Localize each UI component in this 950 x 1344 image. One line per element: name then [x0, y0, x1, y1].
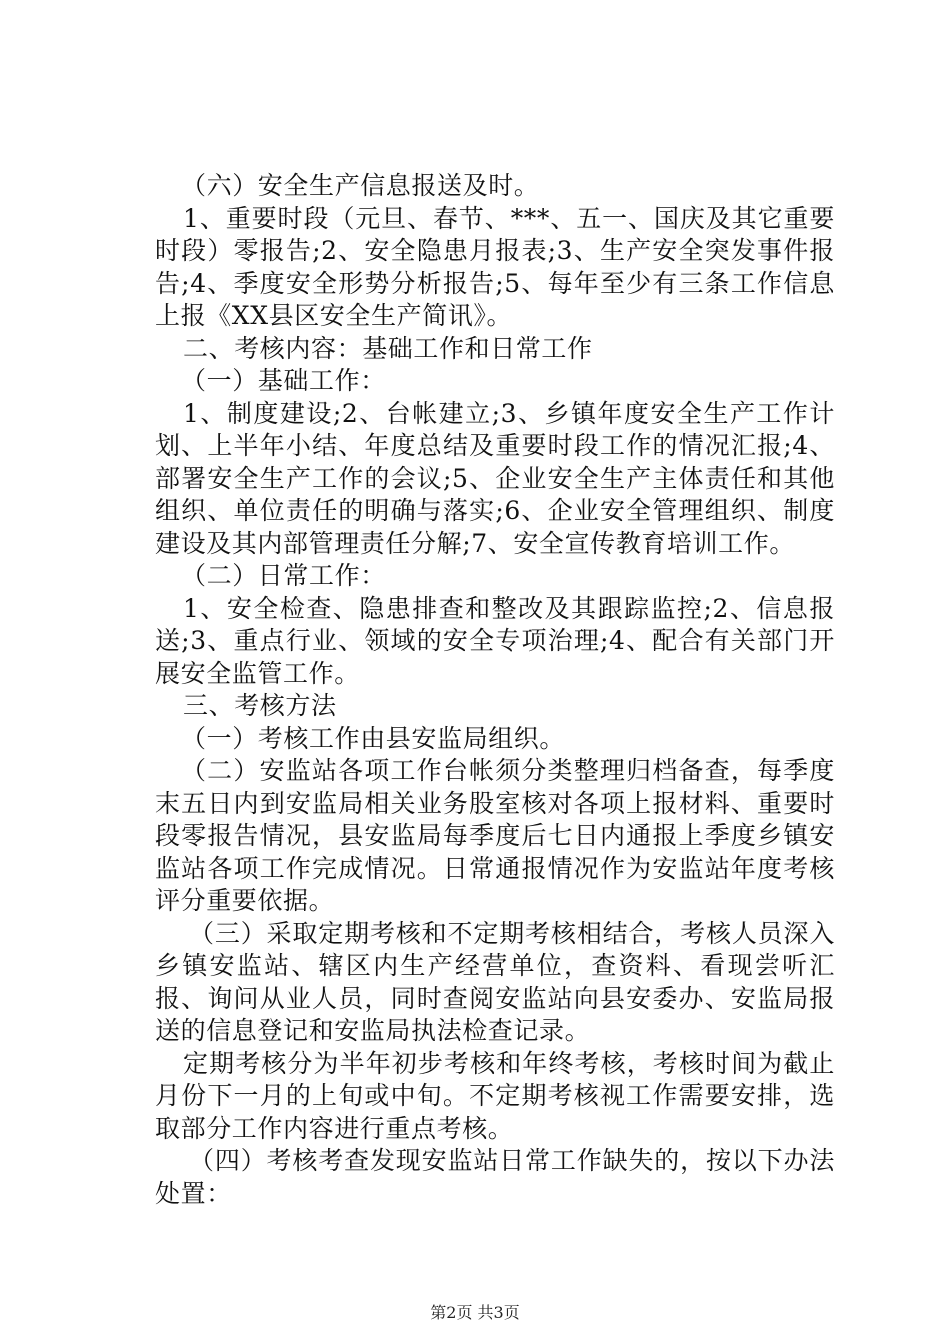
paragraph-info-report-items: 1、重要时段（元旦、春节、***、五一、国庆及其它重要时段）零报告;2、安全隐患月报表;3、生产安全突发事件报告;4、季度安全形势分析报告;5、每年至少有三条工作信息上报《XX县区安全生产简讯》。 [155, 203, 835, 330]
document-body [155, 170, 835, 1210]
paragraph-assessment-method-heading: 三、考核方法 [183, 691, 337, 720]
paragraph-basic-work-items: 1、制度建设;2、台帐建立;3、乡镇年度安全生产工作计划、上半年小结、年度总结及重要时段工作的情况汇报;4、部署安全生产工作的会议;5、企业安全生产主体责任和其他组织、单位责任的明确与落实;6、企业安全管理组织、制度建设及其内部管理责任分解;7、安全宣传教育培训工作。 [155, 398, 835, 558]
paragraph-method-3: （三）采取定期考核和不定期考核相结合，考核人员深入乡镇安监站、辖区内生产经营单位，查资料、看现尝听汇报、询问从业人员，同时查阅安监站向县安委办、安监局报送的信息登记和安监局执法检查记录。 [155, 918, 835, 1045]
paragraph-method-1: （一）考核工作由县安监局组织。 [181, 723, 566, 753]
paragraph-daily-work-items: 1、安全检查、隐患排查和整改及其跟踪监控;2、信息报送;3、重点行业、领域的安全专项治理;4、配合有关部门开展安全监管工作。 [155, 593, 835, 688]
paragraph-periodic-assessment: 定期考核分为半年初步考核和年终考核，考核时间为截止月份下一月的上旬或中旬。不定期考核视工作需要安排，选取部分工作内容进行重点考核。 [155, 1048, 835, 1143]
paragraph-section-6-heading: （六）安全生产信息报送及时。 [181, 171, 540, 200]
page-number-footer: 第2页 共3页 [430, 1303, 520, 1322]
paragraph-method-2: （二）安监站各项工作台帐须分类整理归档备查，每季度末五日内到安监局相关业务股室核对各项上报材料、重要时段零报告情况，县安监局每季度后七日内通报上季度乡镇安监站各项工作完成情况。日常通报情况作为安监站年度考核评分重要依据。 [155, 756, 835, 915]
paragraph-basic-work-heading: （一）基础工作： [181, 366, 386, 395]
paragraph-method-4: （四）考核考查发现安监站日常工作缺失的，按以下办法处置： [155, 1146, 835, 1208]
paragraph-assessment-content-heading: 二、考核内容：基础工作和日常工作 [183, 333, 593, 363]
paragraph-daily-work-heading: （二）日常工作： [181, 561, 386, 590]
